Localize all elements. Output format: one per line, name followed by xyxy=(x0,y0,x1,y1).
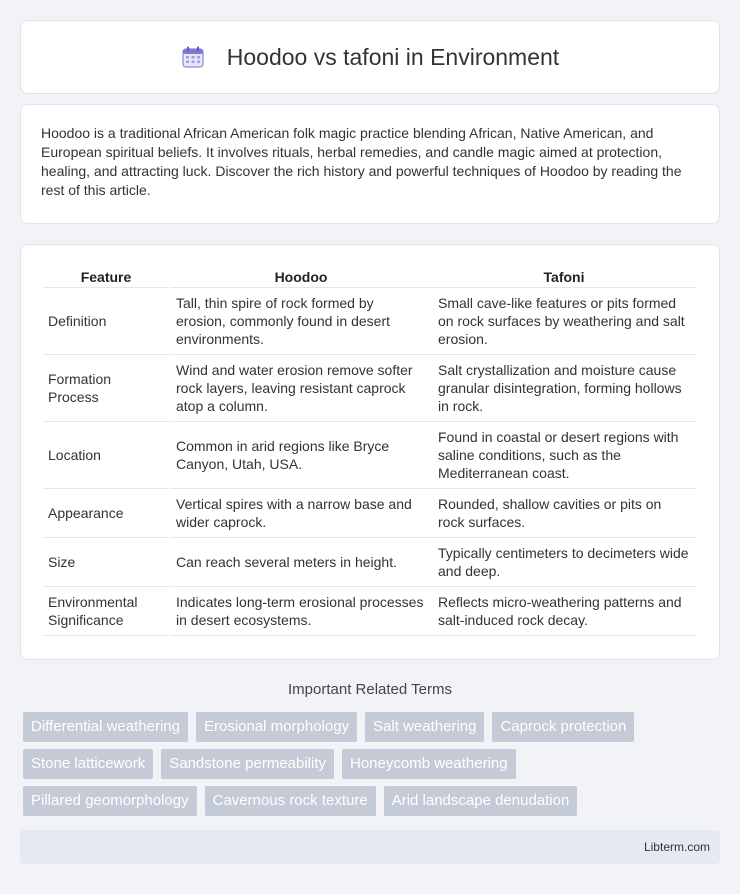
table-row xyxy=(43,288,695,355)
related-terms-title: Important Related Terms xyxy=(288,681,452,698)
feature-cell: Appearance xyxy=(43,489,169,538)
intro-card xyxy=(20,104,720,224)
feature-cell: Formation Process xyxy=(43,355,169,422)
header-card xyxy=(20,20,720,94)
tafoni-cell: Reflects micro-weathering patterns and salt-induced rock decay. xyxy=(433,587,695,636)
hoodoo-cell: Indicates long-term erosional processes in desert ecosystems. xyxy=(171,587,431,636)
comparison-card xyxy=(20,244,720,660)
tag-stone-latticework[interactable]: Stone latticework xyxy=(23,749,153,779)
feature-cell: Definition xyxy=(43,288,169,355)
tag-row xyxy=(23,749,723,779)
tag-erosional-morphology[interactable]: Erosional morphology xyxy=(196,712,357,742)
tag-differential-weathering[interactable]: Differential weathering xyxy=(23,712,188,742)
hoodoo-cell: Tall, thin spire of rock formed by erosion, commonly found in desert environments. xyxy=(171,288,431,355)
hoodoo-cell: Vertical spires with a narrow base and wider caprock. xyxy=(171,489,431,538)
tafoni-cell: Typically centimeters to decimeters wide and deep. xyxy=(433,538,695,587)
tafoni-cell: Found in coastal or desert regions with saline conditions, such as the Mediterranean coast. xyxy=(433,422,695,489)
calendar-icon xyxy=(181,45,205,69)
tag-row xyxy=(23,786,723,816)
page-title: Hoodoo vs tafoni in Environment xyxy=(226,43,560,70)
hoodoo-cell: Wind and water erosion remove softer rock layers, leaving resistant caprock atop a column. xyxy=(171,355,431,422)
related-terms-list xyxy=(23,712,723,823)
tag-cavernous-rock-texture[interactable]: Cavernous rock texture xyxy=(205,786,376,816)
footer xyxy=(20,830,720,864)
tafoni-cell: Rounded, shallow cavities or pits on rock surfaces. xyxy=(433,489,695,538)
tag-caprock-protection[interactable]: Caprock protection xyxy=(492,712,634,742)
table-header-row xyxy=(43,265,695,288)
tag-row xyxy=(23,712,723,742)
table-row xyxy=(43,538,695,587)
tag-arid-landscape-denudation[interactable]: Arid landscape denudation xyxy=(384,786,578,816)
table-row xyxy=(43,587,695,636)
feature-cell: Environmental Significance xyxy=(43,587,169,636)
table-row xyxy=(43,422,695,489)
tafoni-cell: Salt crystallization and moisture cause granular disintegration, forming hollows in rock. xyxy=(433,355,695,422)
intro-text: Hoodoo is a traditional African American folk magic practice blending African, Native American, and European spiritual beliefs. It involves rituals, herbal remedies, and candle magic aimed at protection, healing, and attracting luck. Discover the rich history and powerful techniques of Hoodoo by reading the rest of this article. xyxy=(41,125,682,198)
tag-sandstone-permeability[interactable]: Sandstone permeability xyxy=(161,749,334,779)
hoodoo-cell: Can reach several meters in height. xyxy=(171,538,431,587)
comparison-table xyxy=(41,265,697,636)
header-feature: Feature xyxy=(43,265,169,288)
header-hoodoo: Hoodoo xyxy=(171,265,431,288)
tafoni-cell: Small cave-like features or pits formed on rock surfaces by weathering and salt erosion. xyxy=(433,288,695,355)
hoodoo-cell: Common in arid regions like Bryce Canyon, Utah, USA. xyxy=(171,422,431,489)
table-row xyxy=(43,489,695,538)
feature-cell: Size xyxy=(43,538,169,587)
footer-site-link[interactable]: Libterm.com xyxy=(643,840,710,854)
tag-honeycomb-weathering[interactable]: Honeycomb weathering xyxy=(342,749,516,779)
tag-pillared-geomorphology[interactable]: Pillared geomorphology xyxy=(23,786,197,816)
feature-cell: Location xyxy=(43,422,169,489)
table-row xyxy=(43,355,695,422)
tag-salt-weathering[interactable]: Salt weathering xyxy=(365,712,484,742)
header-tafoni: Tafoni xyxy=(433,265,695,288)
